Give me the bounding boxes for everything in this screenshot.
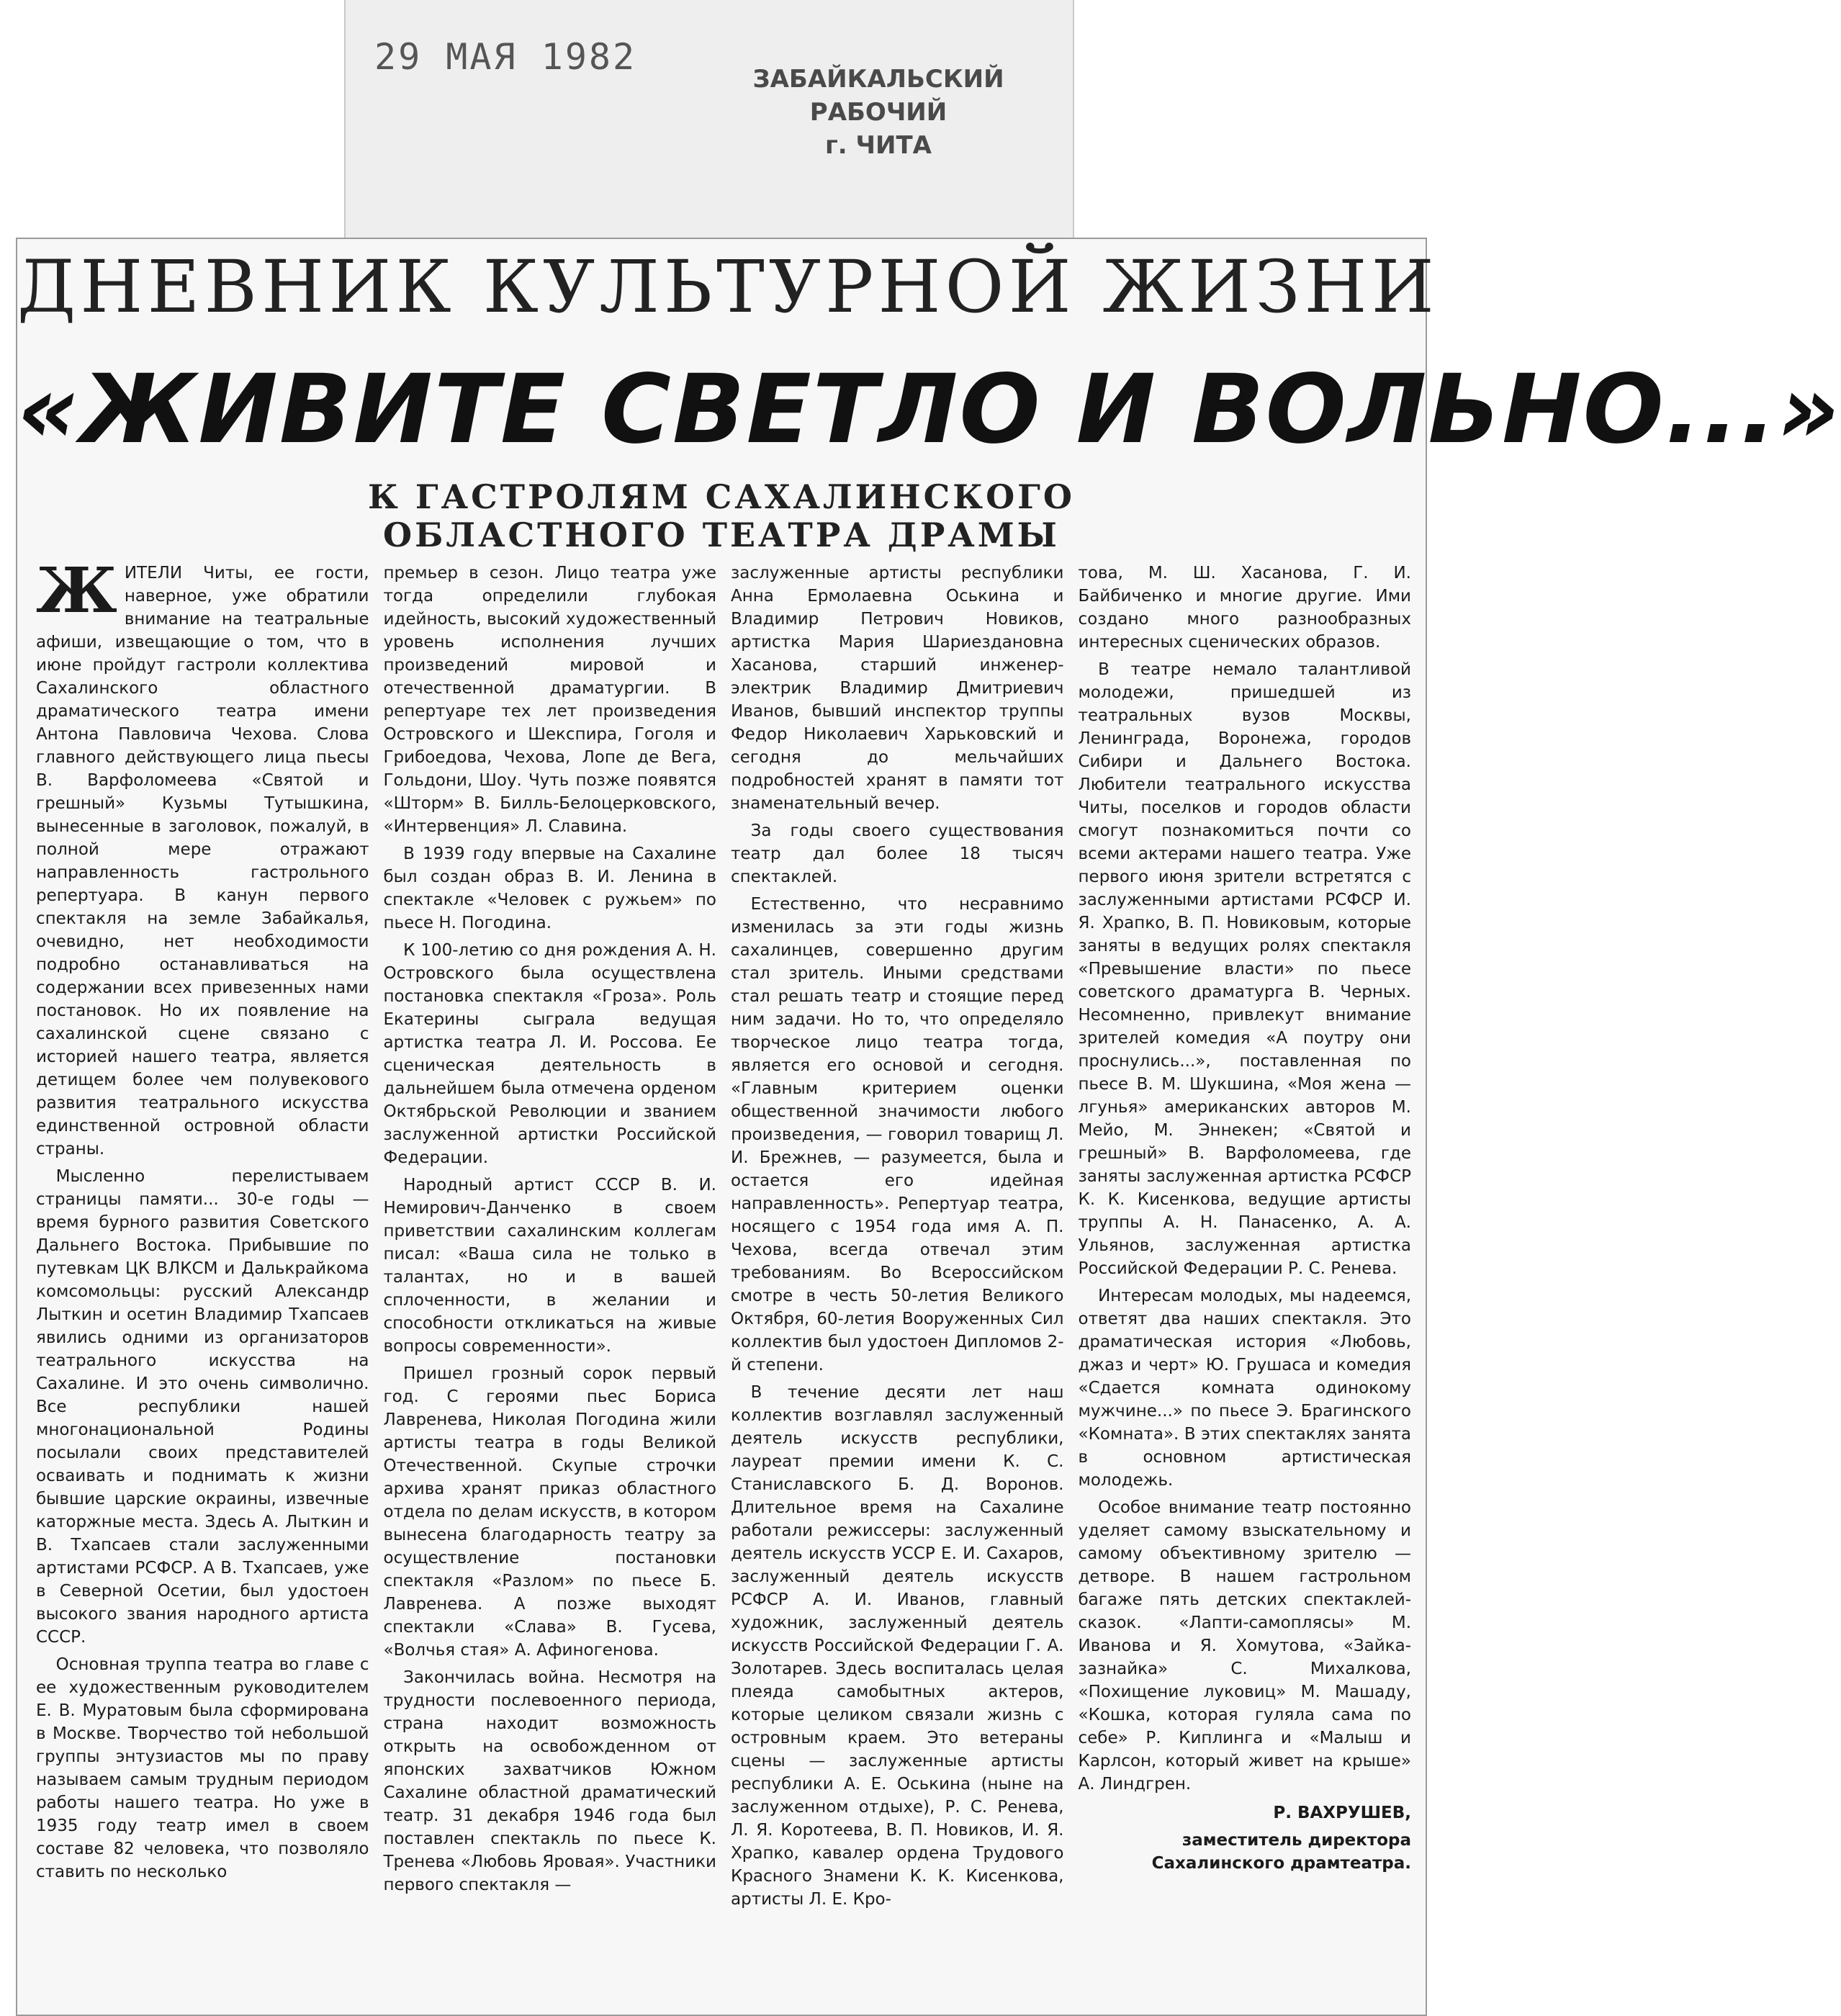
paragraph (36, 554, 369, 1161)
paragraph: За годы своего существования театр дал более 18 тысяч спектаклей. (731, 822, 1064, 886)
newspaper-clipping (16, 238, 1841, 2016)
article-body (36, 554, 1411, 1994)
paragraph: В 1939 году впервые на Сахалине был создан образ В. И. Ленина в спектакле «Человек с ружьем» по пьесе Н. Погодина. (383, 845, 716, 932)
newspaper-stamp (720, 63, 1037, 163)
column-4 (1079, 562, 1412, 1994)
column-1 (36, 554, 369, 1994)
paragraph: К 100-летию со дня рождения А. Н. Островского была осуществлена постановка спектакля «Гроза». Роль Екатерины сыграла ведущая артистка театра Л. И. Россова. Ее сценическая деятельность в дальнейшем была отмечена орденом Октябрьской Революции и званием заслуженной артистки Российской Федерации. (383, 941, 716, 1167)
paragraph: Мысленно перелистываем страницы памяти... 30-е годы — время бурного развития Советского Дальнего Востока. Прибывшие по путевкам ЦК ВЛКСМ и Далькрайкома комсомольцы: русский Александр Лыткин и осетин Владимир Тхапсаев явились одними из организаторов театрального искусства на Сахалине. И это очень символично. Все республики нашей многонациональной Родины посылали своих представителей осваивать и поднимать к жизни бывшие царские окраины, извечные каторжные места. Здесь А. Лыткин и В. Тхапсаев стали заслуженными артистами РСФСР. А В. Тхапсаев, уже в Северной Осетии, был удостоен высокого звания народного артиста СССР. (36, 1167, 369, 1647)
newspaper-name: ЗАБАЙКАЛЬСКИЙ РАБОЧИЙ (752, 65, 1004, 127)
author-name: Р. ВАХРУШЕВ, (1273, 1804, 1411, 1822)
paragraph: премьер в сезон. Лицо театра уже тогда определили глубокая идейность, высокий художественный уровень исполнения лучших произведений мировой и отечественной драматургии. В репертуаре тех лет произведения Островского и Шекспира, Гоголя и Грибоедова, Чехова, Лопе де Вега, Гольдони, Шоу. Чуть позже появятся «Шторм» В. Билль-Белоцерковского, «Интервенция» Л. Славина. (383, 564, 716, 836)
subheading-line-1: К ГАСТРОЛЯМ САХАЛИНСКОГО (368, 477, 1075, 516)
paragraph: Основная труппа театра во главе с ее художественным руководителем Е. В. Муратовым была сформирована в Москве. Творчество той небольшой группы энтузиастов мы по праву называем самым трудным периодом работы нашего театра. Но уже в 1935 году театр имел в своем составе 82 человека, что позволяло ставить по несколько (36, 1655, 369, 1881)
column-2 (384, 562, 717, 1994)
article-headline: «ЖИВИТЕ СВЕТЛО И ВОЛЬНО...» (17, 354, 1841, 465)
paragraph: Особое внимание театр постоянно уделяет самому взыскательному и самому объективному зрителю — детворе. В нашем гастрольном багаже пять детских спектаклей-сказок. «Лапти-самоплясы» М. Иванова и Я. Хомутова, «Зайка-зазнайка» С. Михалкова, «Похищение луковиц» М. Машаду, «Кошка, которая гуляла сама по себе» Р. Киплинга и «Малыш и Карлсон, который живет на крыше» А. Линдгрен. (1078, 1498, 1411, 1794)
column-3 (731, 562, 1064, 1994)
paragraph: Закончилась война. Несмотря на трудности послевоенного периода, страна находит возможность открыть на освобожденном от японских захватчиков Южном Сахалине областной драматический театр. 31 декабря 1946 года был поставлен спектакль по пьесе К. Тренева «Любовь Яровая». Участники первого спектакля — (383, 1668, 716, 1894)
paragraph: заслуженные артисты республики Анна Ермолаевна Оськина и Владимир Петрович Новиков, артистка Мария Шариездановна Хасанова, старший инженер-электрик Владимир Дмитриевич Иванов, бывший инспектор труппы Федор Николаевич Харьковский и сегодня до мельчайших подробностей хранят в памяти тот знаменательный вечер. (731, 564, 1064, 813)
paragraph: В течение десяти лет наш коллектив возглавлял заслуженный деятель искусств республики, лауреат премии имени К. С. Станиславского Б. Д. Воронов. Длительное время на Сахалине работали режиссеры: заслуженный деятель искусств УССР Е. И. Сахаров, заслуженный деятель искусств РСФСР А. И. Иванов, главный художник, заслуженный деятель искусств Российской Федерации Г. А. Золотарев. Здесь воспиталась целая плеяда самобытных актеров, которые целиком связали жизнь с островным краем. Это ветераны сцены — заслуженные артисты республики А. Е. Оськина (ныне на заслуженном отдыхе), Р. С. Ренева, Л. Я. Коротеева, В. П. Новиков, И. Я. Храпко, кавалер ордена Трудового Красного Знамени К. К. Кисенкова, артисты Л. Е. Кро- (731, 1383, 1064, 1909)
paragraph-text: ИТЕЛИ Читы, ее гости, наверное, уже обратили внимание на театральные афиши, извещающие о том, что в июне пройдут гастроли коллектива Сахалинского областного драматического театра имени Антона Павловича Чехова. Слова главного действующего лица пьесы В. Варфоломеева «Святой и грешный» Кузьмы Тутышкина, вынесенные в заголовок, пожалуй, в полной мере отражают направленность гастрольного репертуара. В канун первого спектакля на земле Забайкалья, очевидно, нет необходимости подробно останавливаться на содержании всех привезенных нами постановок. Но их появление на сахалинской сцене связано с историей нашего театра, является детищем более чем полувекового развития театрального искусства единственной островной области страны. (36, 564, 369, 1158)
paragraph: Пришел грозный сорок первый год. С героями пьес Бориса Лавренева, Николая Погодина жили артисты театра в годы Великой Отечественной. Скупые строчки архива хранят приказ областного отдела по делам искусств, в котором вынесена благодарность театру за осуществление постановки спектакля «Разлом» по пьесе Б. Лавренева. А позже выходят спектакли «Слава» В. Гусева, «Волчья стая» А. Афиногенова. (383, 1364, 716, 1660)
date-stamp: 29 МАЯ 1982 (374, 36, 637, 78)
rubric-title: ДНЕВНИК КУЛЬТУРНОЙ ЖИЗНИ (17, 245, 1439, 329)
paragraph: В театре немало талантливой молодежи, пришедшей из театральных вузов Москвы, Ленинграда, Воронежа, городов Сибири и Дальнего Востока. Любители театрального искусства Читы, поселков и городов области смогут познакомиться почти со всеми актерами нашего театра. Уже первого июня зрители встретятся с заслуженными артистами РСФСР И. Я. Храпко, В. П. Новиковым, которые заняты в ведущих ролях спектакля «Превышение власти» по пьесе советского драматурга В. Черных. Несомненно, привлекут внимание зрителей комедия «А поутру они проснулись...», поставленная по пьесе В. М. Шукшина, «Моя жена — лгунья» американских авторов М. Мейо, М. Эннекен; «Святой и грешный» В. Варфоломеева, где заняты заслуженная артистка РСФСР К. К. Кисенкова, ведущие артисты труппы А. Н. Панасенко, А. А. Ульянов, заслуженная артистка Российской Федерации Р. С. Ренева. (1078, 660, 1411, 1278)
paragraph: Интересам молодых, мы надеемся, ответят два наших спектакля. Это драматическая история «Любовь, джаз и черт» Ю. Грушаса и комедия «Сдается комната одинокому мужчине...» по пьесе Э. Брагинского «Комната». В этих спектаклях занята в основном артистическая молодежь. (1078, 1287, 1411, 1490)
paragraph: Народный артист СССР В. И. Немирович-Данченко в своем приветствии сахалинским коллегам писал: «Ваша сила не только в талантах, но и в вашей сплоченности, в желании и способности откликаться на живые вопросы современности». (383, 1176, 716, 1356)
author-role: заместитель директора Сахалинского драмтеатра. (1151, 1831, 1411, 1873)
paragraph: Естественно, что несравнимо изменилась за эти годы жизнь сахалинцев, совершенно другим стал зритель. Иными средствами стал решать театр и стоящие перед ним задачи. Но то, что определяло творческое лицо театра тогда, является его основой и сегодня. «Главным критерием оценки общественной значимости любого произведения, — говорил товарищ Л. И. Брежнев, — разумеется, была и остается его идейная направленность». Репертуар театра, носящего с 1954 года имя А. П. Чехова, всегда отвечал этим требованиям. Во Всероссийском смотре в честь 50-летия Великого Октября, 60-летия Вооруженных Сил коллектив был удостоен Дипломов 2-й степени. (731, 895, 1064, 1374)
drop-cap: Ж (36, 554, 117, 627)
paragraph: това, М. Ш. Хасанова, Г. И. Байбиченко и многие другие. Ими создано много разнообразных интересных сценических образов. (1078, 564, 1411, 652)
article-subheading (17, 478, 1426, 554)
subheading-line-2: ОБЛАСТНОГО ТЕАТРА ДРАМЫ (383, 515, 1060, 554)
header-strip (344, 0, 1074, 238)
newspaper-city: г. ЧИТА (825, 130, 932, 160)
